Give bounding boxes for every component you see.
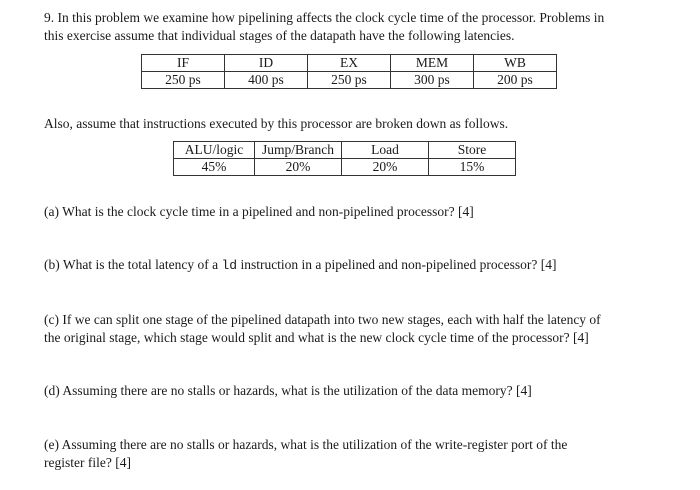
question-e-line-2: register file? [4] xyxy=(44,455,131,470)
question-b-code: ld xyxy=(221,258,238,273)
problem-intro xyxy=(44,9,654,45)
mix-value-cell: 20% xyxy=(255,159,342,176)
question-b xyxy=(44,256,654,275)
mix-value-cell: 15% xyxy=(429,159,516,176)
latency-value-cell: 250 ps xyxy=(308,72,391,89)
latency-header-cell: IF xyxy=(142,55,225,72)
question-e-line-1: (e) Assuming there are no stalls or hazards, what is the utilization of the write-register port of the xyxy=(44,437,568,452)
intro-line-2: this exercise assume that individual stages of the datapath have the following latencies. xyxy=(44,28,515,43)
intro-line-1: 9. In this problem we examine how pipelining affects the clock cycle time of the processor. Problems in xyxy=(44,10,605,25)
question-e xyxy=(44,436,654,472)
mix-value-row xyxy=(174,159,516,176)
question-d: (d) Assuming there are no stalls or hazards, what is the utilization of the data memory? [4] xyxy=(44,383,532,398)
instruction-mix-table xyxy=(173,141,516,176)
latency-table xyxy=(141,54,557,89)
latency-header-row xyxy=(142,55,557,72)
latency-value-cell: 400 ps xyxy=(225,72,308,89)
question-c xyxy=(44,311,654,347)
question-b-pre: (b) What is the total latency of a xyxy=(44,257,222,272)
latency-header-cell: WB xyxy=(474,55,557,72)
latency-header-cell: ID xyxy=(225,55,308,72)
latency-header-cell: EX xyxy=(308,55,391,72)
latency-value-cell: 300 ps xyxy=(391,72,474,89)
question-b-post: instruction in a pipelined and non-pipelined processor? [4] xyxy=(237,257,557,272)
mix-header-cell: Jump/Branch xyxy=(255,142,342,159)
mix-header-row xyxy=(174,142,516,159)
mix-value-cell: 20% xyxy=(342,159,429,176)
mix-header-cell: ALU/logic xyxy=(174,142,255,159)
question-c-line-1: (c) If we can split one stage of the pipelined datapath into two new stages, each with half the latency of xyxy=(44,312,601,327)
mix-value-cell: 45% xyxy=(174,159,255,176)
latency-value-row xyxy=(142,72,557,89)
mix-header-cell: Store xyxy=(429,142,516,159)
latency-value-cell: 200 ps xyxy=(474,72,557,89)
question-c-line-2: the original stage, which stage would split and what is the new clock cycle time of the processor? [4] xyxy=(44,330,589,345)
question-a: (a) What is the clock cycle time in a pipelined and non-pipelined processor? [4] xyxy=(44,204,474,219)
latency-value-cell: 250 ps xyxy=(142,72,225,89)
latency-header-cell: MEM xyxy=(391,55,474,72)
mix-header-cell: Load xyxy=(342,142,429,159)
also-text: Also, assume that instructions executed by this processor are broken down as follows. xyxy=(44,116,509,131)
